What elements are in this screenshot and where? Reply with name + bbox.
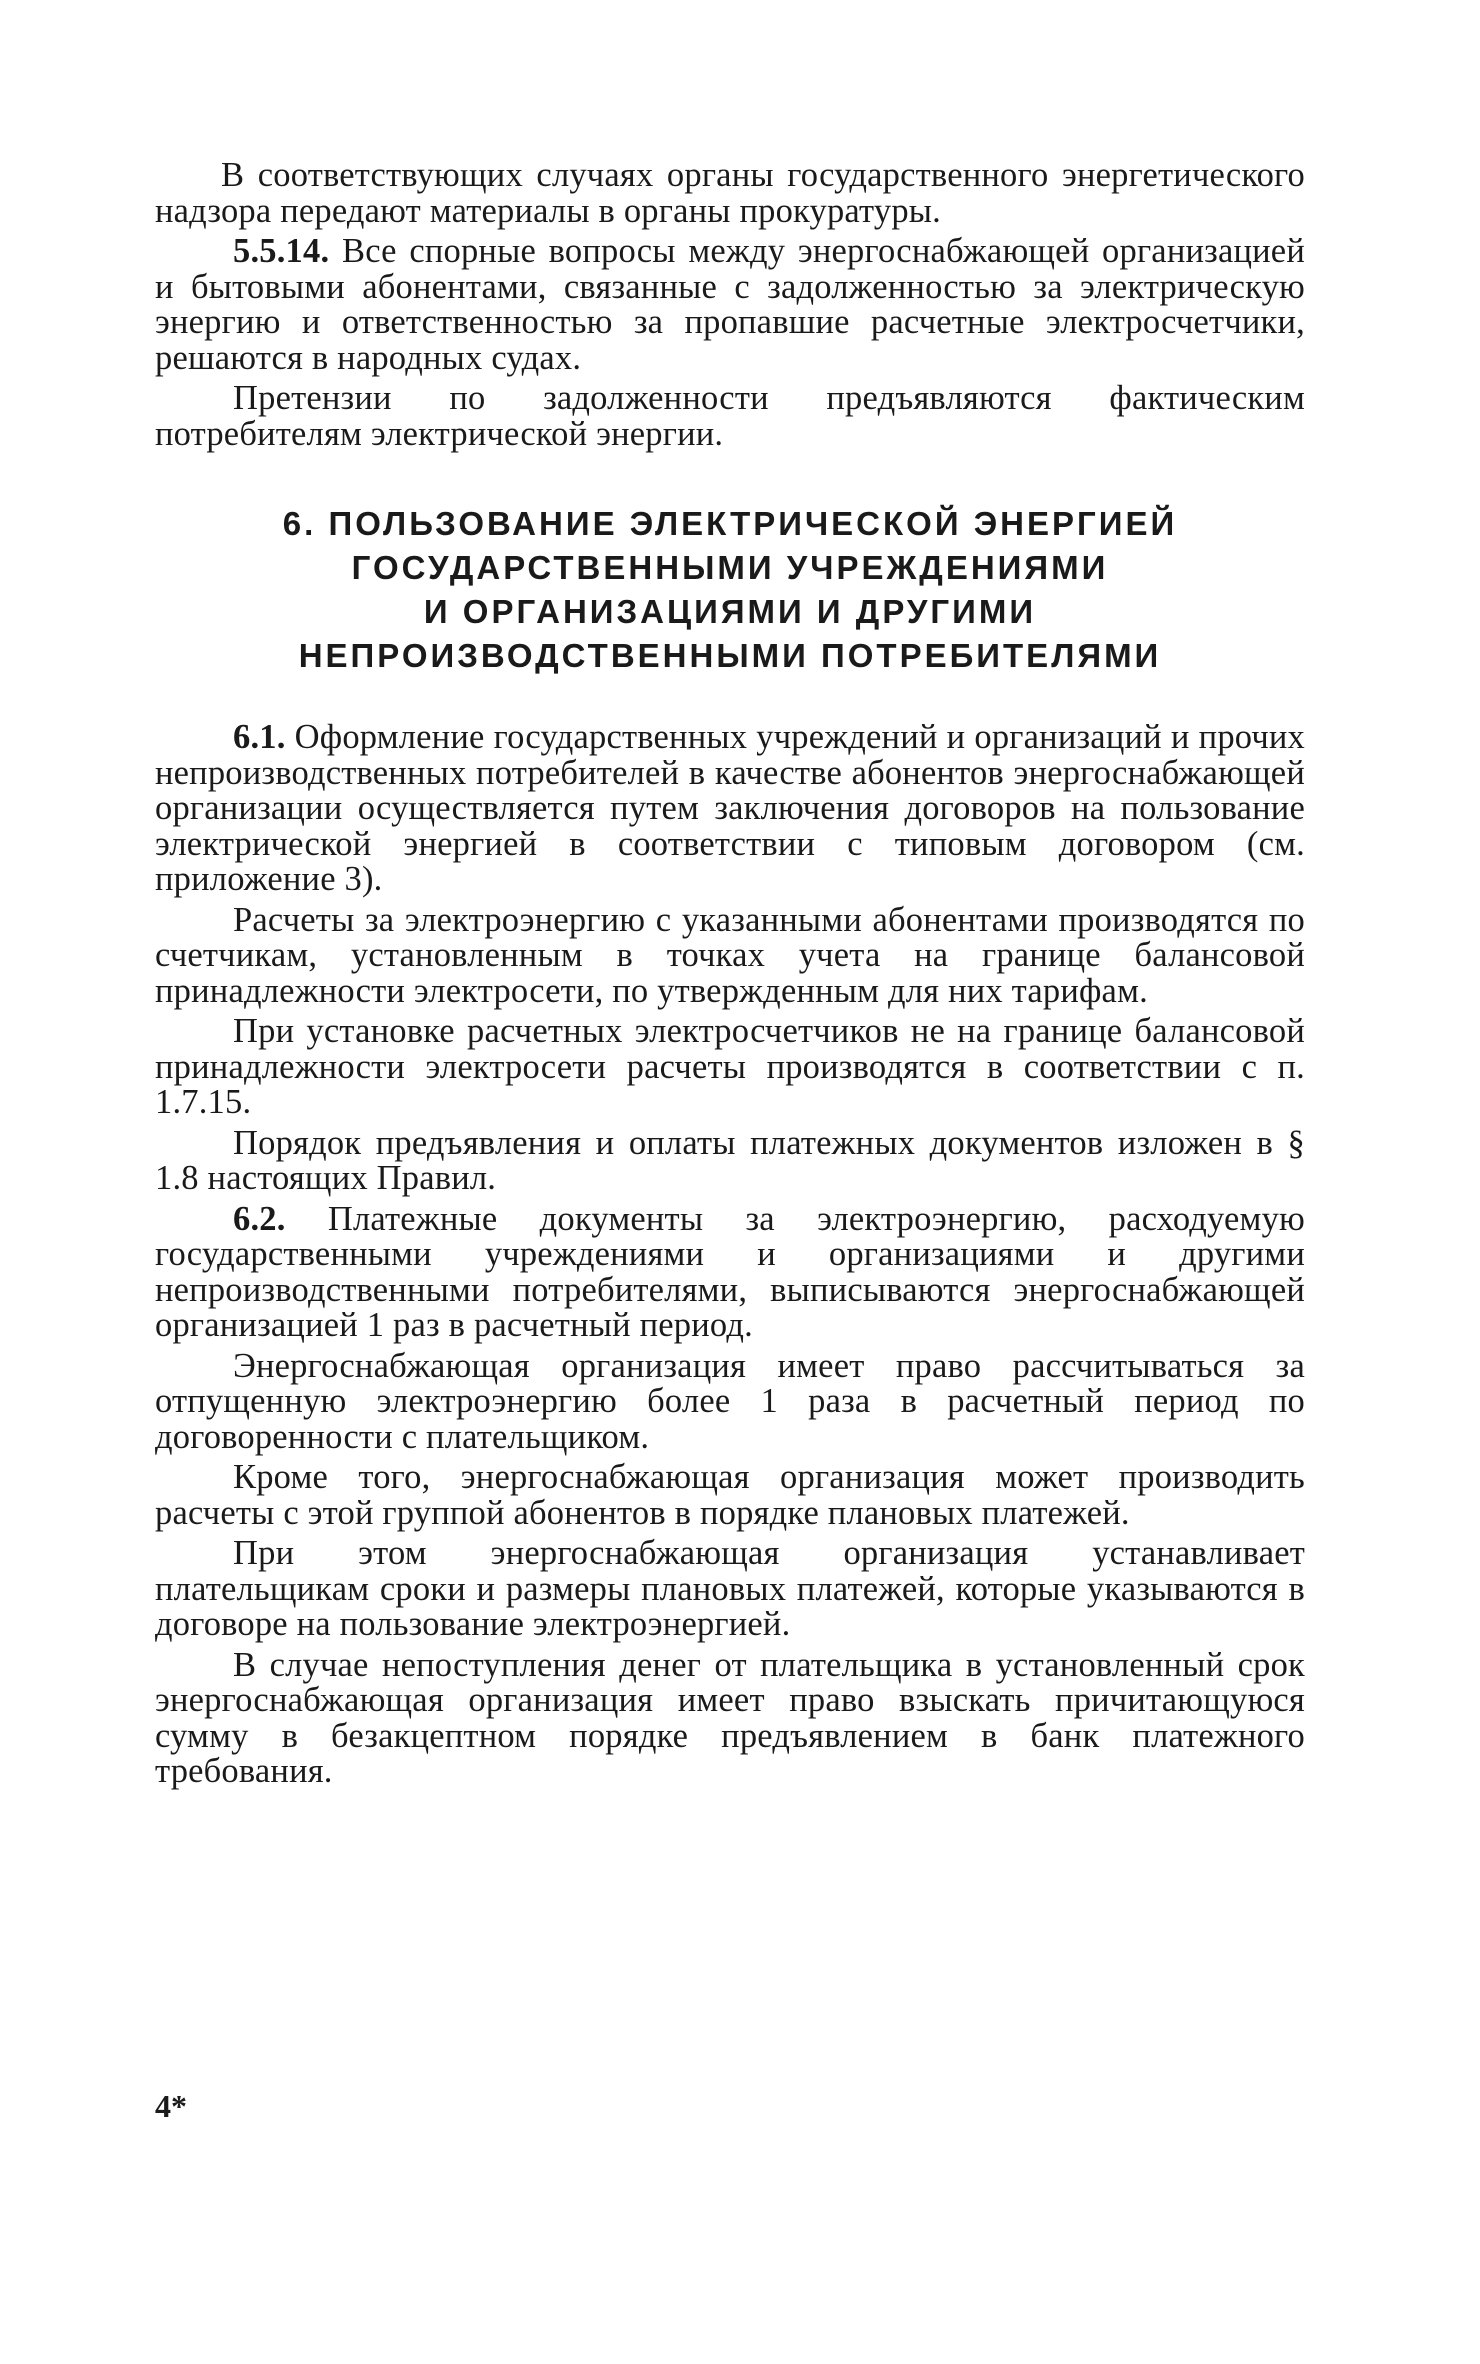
clause-number: 6.2. (233, 1199, 286, 1238)
paragraph-text: Платежные документы за электроэнергию, расходуемую государственными учреждениями и организациями и другими непроизводственными потребителями, выписываются энергоснабжающей организацией 1 раз в расчетный период. (155, 1199, 1305, 1344)
paragraph-text: В соответствующих случаях органы государственного энергетического надзора передают материалы в органы прокуратуры. (155, 156, 1305, 230)
paragraph-text: Оформление государственных учреждений и организаций и прочих непроизводственных потребителей в качестве абонентов энергоснабжающей организации осуществляется путем заключения договоров на пользование электрической энергией в соответствии с типовым договором (см. приложение 3). (155, 718, 1305, 898)
paragraph-text: Все спорные вопросы между энергоснабжающей организацией и бытовыми абонентами, связанные с задолженностью за электрическую энергию и ответственностью за пропавшие расчетные электросчетчики, решаются в народных судах. (155, 232, 1305, 377)
page-body (155, 158, 1305, 1795)
paragraph-text: Претензии по задолженности предъявляются фактическим потребителям электрической энергии. (155, 379, 1305, 453)
paragraph-settlements (155, 900, 1305, 1010)
paragraph-text: Расчеты за электроэнергию с указанными абонентами производятся по счетчикам, установленным в точках учета на границе балансовой принадлежности электросети, по утвержденным для них тарифам. (155, 900, 1305, 1010)
section-heading (155, 502, 1305, 678)
paragraph-text: Порядок предъявления и оплаты платежных документов изложен в § 1.8 настоящих Правил. (155, 1123, 1305, 1197)
paragraph-text: При установке расчетных электросчетчиков не на границе балансовой принадлежности электросети расчеты производятся в соответствии с п. 1.7.15. (155, 1012, 1305, 1121)
section-heading-line: НЕПРОИЗВОДСТВЕННЫМИ ПОТРЕБИТЕЛЯМИ (298, 637, 1162, 674)
paragraph-5-5-14 (155, 234, 1305, 376)
paragraph-multiple-settlements (155, 1346, 1305, 1456)
paragraph-claims (155, 381, 1305, 452)
paragraph-prosecutor-referral (155, 158, 1305, 229)
paragraph-6-1 (155, 720, 1305, 898)
paragraph-non-payment (155, 1645, 1305, 1790)
clause-number: 5.5.14. (233, 232, 330, 270)
page-folio: 4* (155, 2088, 187, 2124)
paragraph-meter-installation (155, 1014, 1305, 1121)
paragraph-planned-payments (155, 1460, 1305, 1531)
section-heading-line: ГОСУДАРСТВЕННЫМИ УЧРЕЖДЕНИЯМИ (351, 549, 1109, 586)
section-heading-line: 6. ПОЛЬЗОВАНИЕ ЭЛЕКТРИЧЕСКОЙ ЭНЕРГИЕЙ (282, 505, 1178, 542)
paragraph-payment-terms (155, 1536, 1305, 1643)
paragraph-text: Энергоснабжающая организация имеет право рассчитываться за отпущенную электроэнергию более 1 раза в расчетный период по договоренности с плательщиком. (155, 1346, 1305, 1456)
paragraph-text: В случае непоступления денег от плательщика в установленный срок энергоснабжающая организация имеет право взыскать причитающуюся сумму в безакцептном порядке предъявлением в банк платежного требования. (155, 1645, 1305, 1790)
paragraph-text: Кроме того, энергоснабжающая организация может производить расчеты с этой группой абонентов в порядке плановых платежей. (155, 1458, 1305, 1532)
clause-number: 6.1. (233, 718, 286, 756)
section-heading-line: И ОРГАНИЗАЦИЯМИ И ДРУГИМИ (423, 593, 1037, 630)
paragraph-text: При этом энергоснабжающая организация устанавливает плательщикам сроки и размеры плановых платежей, которые указываются в договоре на пользование электроэнергией. (155, 1534, 1305, 1643)
paragraph-6-2 (155, 1199, 1305, 1344)
paragraph-payment-procedure (155, 1123, 1305, 1197)
